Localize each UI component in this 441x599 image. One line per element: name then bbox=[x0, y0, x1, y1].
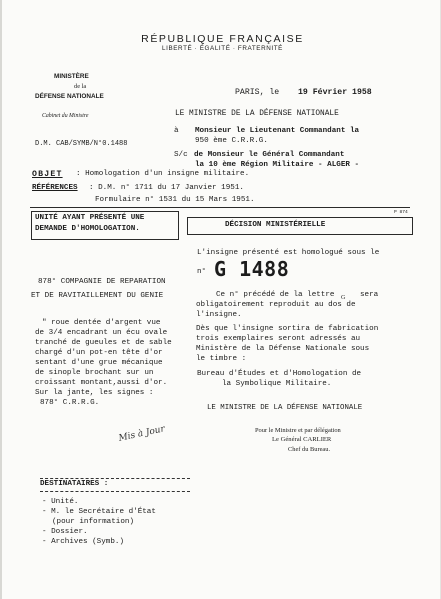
letter-date: 19 Février 1958 bbox=[298, 88, 372, 97]
references-line-2: Formulaire n° 1531 du 15 Mars 1951. bbox=[95, 196, 255, 204]
ministry-line-2: de la bbox=[74, 83, 87, 90]
description-line: " roue dentée d'argent vue bbox=[42, 319, 161, 327]
destinataires-title: DESTINATAIRES : bbox=[40, 480, 109, 488]
destinataire-item: - Unité. bbox=[42, 498, 79, 506]
decision-para-1: L'insigne présenté est homologué sous le bbox=[197, 249, 380, 257]
form-small-number: P 874 bbox=[394, 210, 408, 215]
decision-para-2-line-2: obligatoirement reproduit au dos de bbox=[196, 301, 356, 309]
signature-role: Chef du Bureau. bbox=[288, 446, 331, 453]
description-line: sentant d'une grue mécanique bbox=[35, 359, 163, 367]
republic-header: RÉPUBLIQUE FRANÇAISE bbox=[141, 33, 304, 45]
description-line: de sinople brochant sur un bbox=[35, 369, 154, 377]
ministry-line-1: MINISTÈRE bbox=[54, 73, 89, 80]
sc-line-2: la 10 ème Région Militaire - ALGER - bbox=[195, 161, 360, 169]
sender-title: LE MINISTRE DE LA DÉFENSE NATIONALE bbox=[175, 110, 339, 118]
decision-para-2-line-1: Ce n° précédé de la lettre bbox=[216, 291, 335, 299]
bureau-line-2: la Symbolique Militaire. bbox=[222, 380, 332, 388]
addressee-line-1: Monsieur le Lieutenant Commandant la bbox=[195, 127, 360, 135]
addressee-line-2: 950 ème C.R.R.G. bbox=[195, 137, 268, 145]
description-line: 878° C.R.R.G. bbox=[40, 399, 100, 407]
signature-name: Le Général CARLIER bbox=[272, 436, 332, 443]
destinataires-rule-top bbox=[40, 478, 190, 479]
decision-para-3-line: trois exemplaires seront adressés au bbox=[196, 335, 361, 343]
signature-delegation: Pour le Ministre et par délégation bbox=[255, 427, 341, 434]
objet-text: : Homologation d'un insigne militaire. bbox=[76, 170, 250, 178]
decision-para-3-line: Ministère de la Défense Nationale sous bbox=[196, 345, 370, 353]
description-line: croissant montant,aussi d'or. bbox=[35, 379, 168, 387]
description-line: tranché de gueules et de sable bbox=[35, 339, 172, 347]
references-line-1: : D.M. n° 1711 du 17 Janvier 1951. bbox=[89, 184, 244, 192]
destinataire-item: - Dossier. bbox=[42, 528, 88, 536]
homologation-number: G 1488 bbox=[214, 257, 290, 281]
destinataire-item: - Archives (Symb.) bbox=[42, 538, 125, 546]
sc-line-1: de Monsieur le Général Commandant bbox=[194, 151, 345, 159]
bureau-line-1: Bureau d'Études et d'Homologation de bbox=[197, 370, 362, 378]
decision-para-2-tail: sera bbox=[360, 291, 379, 299]
unit-box-line-2: DEMANDE D'HOMOLOGATION. bbox=[35, 225, 140, 233]
objet-label: OBJET bbox=[32, 170, 63, 179]
decision-para-3-line: le timbre : bbox=[196, 355, 247, 363]
references-label: RÉFÉRENCES bbox=[32, 184, 78, 192]
description-line: de 3/4 encadrant un écu ovale bbox=[35, 329, 168, 337]
ministry-line-3: DÉFENSE NATIONALE bbox=[35, 93, 104, 100]
addressee-prefix: à bbox=[174, 127, 179, 135]
unit-line-2: ET DE RAVITAILLEMENT DU GENIE bbox=[31, 292, 164, 300]
reference-number: D.M. CAB/SYMB/N°0.1488 bbox=[35, 140, 128, 148]
signature-title: LE MINISTRE DE LA DÉFENSE NATIONALE bbox=[207, 404, 363, 412]
unit-line-1: 878° COMPAGNIE DE REPARATION bbox=[38, 278, 166, 286]
decision-no-label: n° bbox=[197, 268, 207, 276]
cabinet-label: Cabinet du Ministre bbox=[42, 113, 89, 119]
handwritten-note: Mis à Jour bbox=[117, 424, 166, 444]
description-line: Sur la jante, les signes : bbox=[35, 389, 154, 397]
decision-para-3-line: Dès que l'insigne sortira de fabrication bbox=[196, 325, 379, 333]
unit-box-line-1: UNITÉ AYANT PRÉSENTÉ UNE bbox=[35, 214, 145, 222]
decision-letter: G bbox=[341, 295, 346, 301]
decision-title: DÉCISION MINISTÉRIELLE bbox=[225, 221, 326, 229]
place: PARIS, le bbox=[235, 88, 280, 97]
description-line: chargé d'un pot-en tête d'or bbox=[35, 349, 163, 357]
destinataires-rule-bottom bbox=[40, 491, 190, 492]
sc-prefix: S/c bbox=[174, 151, 188, 159]
destinataire-item: (pour information) bbox=[52, 518, 135, 526]
section-divider bbox=[30, 207, 410, 208]
decision-para-2-line-3: l'insigne. bbox=[196, 311, 242, 319]
destinataire-item: - M. le Secrétaire d'État bbox=[42, 508, 156, 516]
republic-motto: LIBERTÉ · ÉGALITÉ · FRATERNITÉ bbox=[162, 45, 283, 52]
